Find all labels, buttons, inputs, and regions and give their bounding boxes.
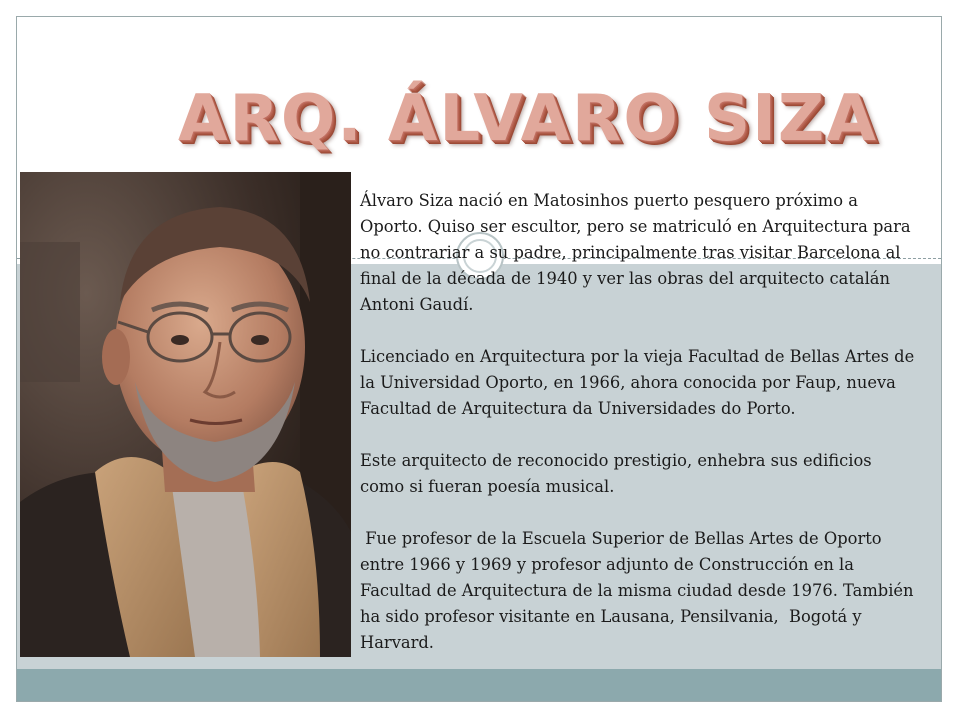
portrait-photo [20, 172, 351, 657]
paragraph-teaching: Fue profesor de la Escuela Superior de Bellas Artes de Oporto entre 1966 y 1969 y profesor adjunto de Construcción en la Facultad de Arquitectura de la misma ciudad desde 1976. También ha sido profesor visitante en Lausana, Pensilvania, Bogotá y Harvard. [360, 529, 919, 652]
paragraph-birth: Álvaro Siza nació en Matosinhos puerto pesquero próximo a Oporto. Quiso ser escultor, pero se matriculó en Arquitectura para no contrariar a su padre, principalmente tras visitar Barcelona al final de la década de 1940 y ver las obras del arquitecto catalán Antoni Gaudí. [360, 191, 911, 314]
paragraph-education: Licenciado en Arquitectura por la vieja Facultad de Bellas Artes de la Universidad Oporto, en 1966, ahora conocida por Faup, nueva Facultad de Arquitectura da Universidades do Porto. [360, 347, 915, 418]
paragraph-prestige: Este arquitecto de reconocido prestigio, enhebra sus edificios como si fueran poesía musical. [360, 451, 872, 496]
body-text [360, 188, 920, 682]
slide-title: ARQ. ÁLVARO SIZA [178, 82, 878, 156]
portrait-illustration [20, 172, 351, 657]
